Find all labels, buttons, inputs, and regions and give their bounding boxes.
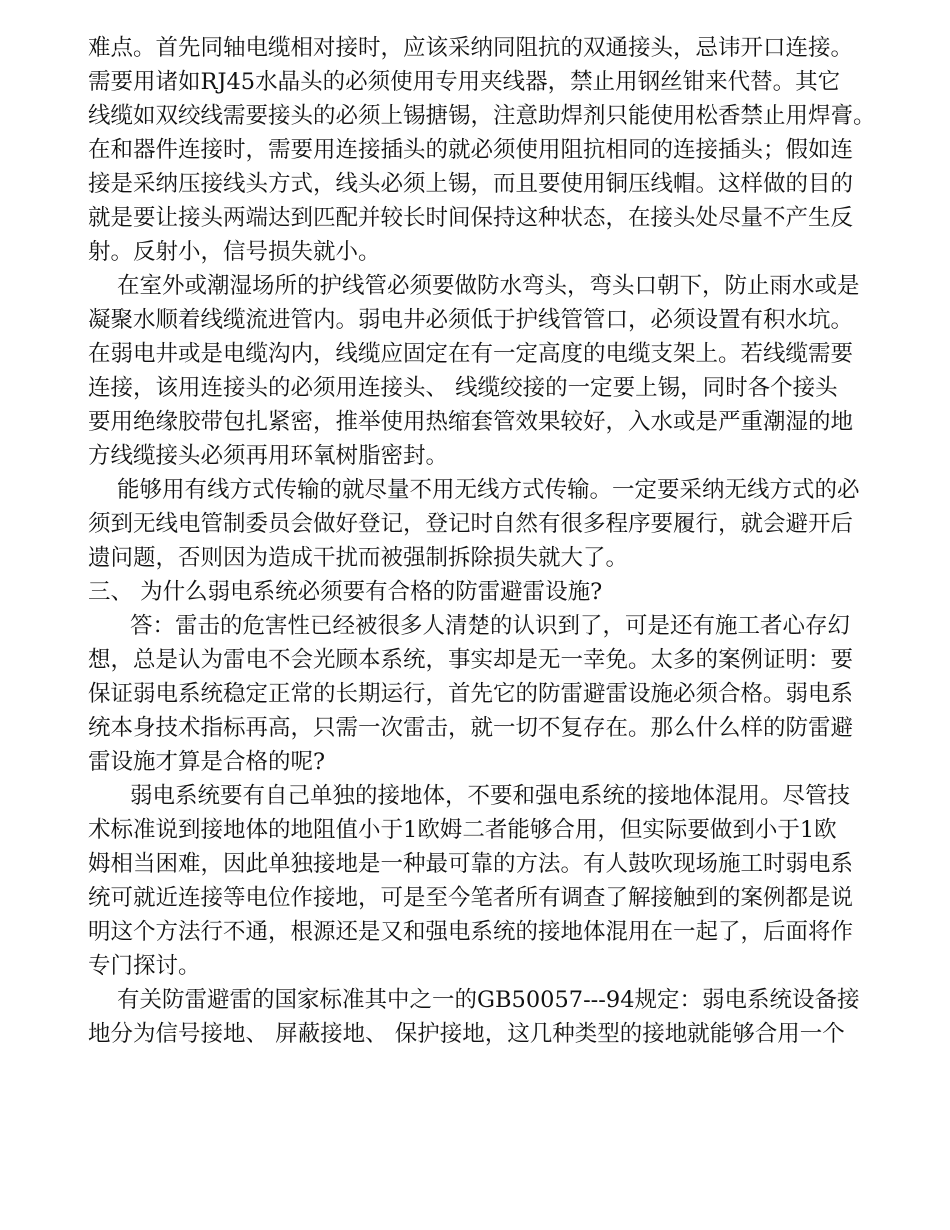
text-line-13: 方线缆接头必须再用环氧树脂密封。 [88, 443, 449, 469]
text-line-19: 想，总是认为雷电不会光顾本系统，事实却是无一幸免。太多的案例证明：要 [88, 647, 854, 673]
text-line-7: 射。反射小，信号损失就小。 [88, 239, 381, 265]
section-heading: 三、 为什么弱电系统必须要有合格的防雷避雷设施? [88, 579, 603, 605]
text-line-25: 姆相当困难，因此单独接地是一种最可靠的方法。有人鼓吹现场施工时弱电系 [88, 851, 854, 877]
text-line-24: 术标准说到接地体的地阻值小于1欧姆二者能够合用，但实际要做到小于1欧 [88, 817, 837, 843]
text-line-23: 弱电系统要有自己单独的接地体，不要和强电系统的接地体混用。尽管技 [130, 783, 851, 809]
text-line-30: 地分为信号接地、 屏蔽接地、 保护接地，这几种类型的接地就能够合用一个 [88, 1021, 845, 1047]
text-line-9: 凝聚水顺着线缆流进管内。弱电井必须低于护线管管口，必须设置有积水坑。 [88, 307, 854, 333]
text-line-2: 需要用诸如RJ45水晶头的必须使用专用夹线器，禁止用钢丝钳来代替。其它 [88, 69, 841, 95]
text-line-14: 能够用有线方式传输的就尽量不用无线方式传输。一定要采纳无线方式的必 [117, 477, 860, 503]
text-line-3: 线缆如双绞线需要接头的必须上锡搪锡，注意助焊剂只能使用松香禁止用焊膏。 [88, 103, 876, 129]
text-line-18: 答：雷击的危害性已经被很多人清楚的认识到了，可是还有施工者心存幻 [130, 613, 851, 639]
text-line-11: 连接，该用连接头的必须用连接头、 线缆绞接的一定要上锡，同时各个接头 [88, 375, 838, 401]
text-line-26: 统可就近连接等电位作接地，可是至今笔者所有调查了解接触到的案例都是说 [88, 885, 854, 911]
text-line-16: 遗问题，否则因为造成干扰而被强制拆除损失就大了。 [88, 545, 629, 571]
text-line-28: 专门探讨。 [88, 953, 201, 979]
text-line-22: 雷设施才算是合格的呢? [88, 749, 326, 775]
text-line-6: 就是要让接头两端达到匹配并较长时间保持这种状态，在接头处尽量不产生反 [88, 205, 854, 231]
text-line-21: 统本身技术指标再高，只需一次雷击，就一切不复存在。那么什么样的防雷避 [88, 715, 854, 741]
text-line-12: 要用绝缘胶带包扎紧密，推举使用热缩套管效果较好，入水或是严重潮湿的地 [88, 409, 854, 435]
text-line-5: 接是采纳压接线头方式，线头必须上锡，而且要使用铜压线帽。这样做的目的 [88, 171, 854, 197]
text-line-1: 难点。首先同轴电缆相对接时，应该采纳同阻抗的双通接头，忌讳开口连接。 [88, 35, 854, 61]
text-line-27: 明这个方法行不通，根源还是又和强电系统的接地体混用在一起了，后面将作 [88, 919, 854, 945]
text-line-4: 在和器件连接时，需要用连接插头的就必须使用阻抗相同的连接插头；假如连 [88, 137, 854, 163]
text-line-29: 有关防雷避雷的国家标准其中之一的GB50057---94规定：弱电系统设备接 [117, 987, 860, 1013]
text-line-20: 保证弱电系统稳定正常的长期运行，首先它的防雷避雷设施必须合格。弱电系 [88, 681, 854, 707]
text-line-8: 在室外或潮湿场所的护线管必须要做防水弯头，弯头口朝下，防止雨水或是 [117, 273, 860, 299]
text-line-15: 须到无线电管制委员会做好登记，登记时自然有很多程序要履行，就会避开后 [88, 511, 854, 537]
text-line-10: 在弱电井或是电缆沟内，线缆应固定在有一定高度的电缆支架上。若线缆需要 [88, 341, 854, 367]
